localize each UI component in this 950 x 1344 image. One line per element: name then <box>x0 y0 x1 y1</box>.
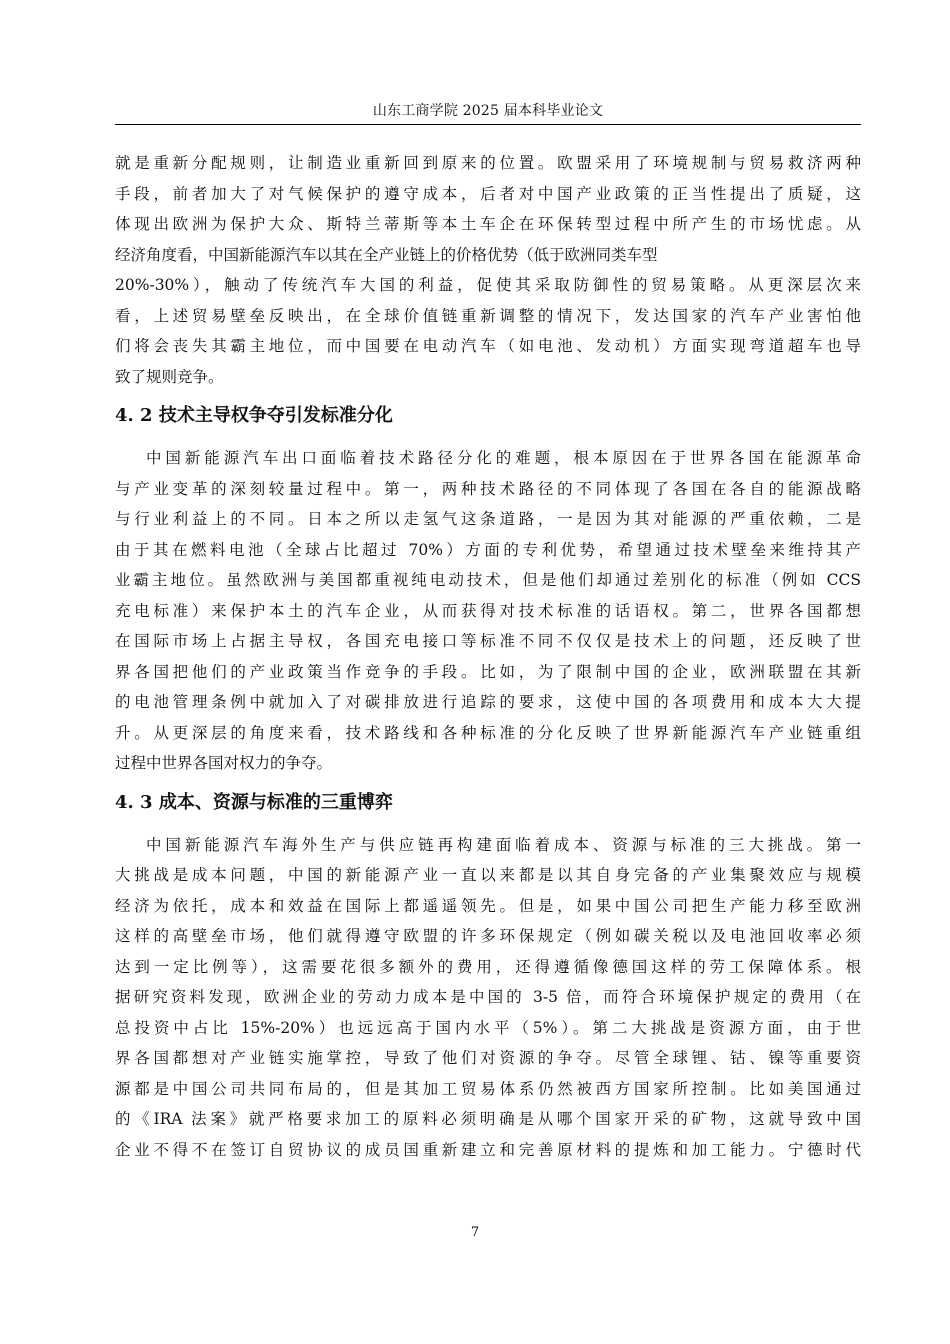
text-line: 看，上述贸易壁垒反映出，在全球价值链重新调整的情况下，发达国家的汽车产业害怕他 <box>115 306 861 325</box>
body-content <box>115 148 861 1165</box>
text-line: 在国际市场上占据主导权，各国充电接口等标准不同不仅仅是技术上的问题，还反映了世 <box>115 632 861 650</box>
text-line: 总投资中占比 15%-20%）也远远高于国内水平（5%）。第二大挑战是资源方面，由于世 <box>115 1018 861 1037</box>
text-line: 达到一定比例等），这需要花很多额外的费用，还得遵循像德国这样的劳工保障体系。根 <box>115 957 861 976</box>
paragraph-technology-standards <box>115 443 861 779</box>
text-line: 与行业利益上的不同。日本之所以走氢气这条道路，一是因为其对能源的严重依赖，二是 <box>115 510 861 528</box>
running-header: 山东工商学院 2025 届本科毕业论文 <box>372 103 604 119</box>
text-line: 20%-30%），触动了传统汽车大国的利益，促使其采取防御性的贸易策略。从更深层次来 <box>115 276 861 294</box>
text-line: 中国新能源汽车海外生产与供应链再构建面临着成本、资源与标准的三大挑战。第一 <box>146 835 861 854</box>
text-line: 大挑战是成本问题，中国的新能源产业一直以来都是以其自身完备的产业集聚效应与规模 <box>115 866 861 884</box>
text-line: 这样的高壁垒市场，他们就得遵守欧盟的许多环保规定（例如碳关税以及电池回收率必须 <box>115 927 861 945</box>
text-line: 经济为依托，成本和效益在国际上都遥遥领先。但是，如果中国公司把生产能力移至欧洲 <box>115 896 861 915</box>
paragraph-cost-resource-standard <box>115 830 861 1166</box>
text-line: 的电池管理条例中就加入了对碳排放进行追踪的要求，这使中国的各项费用和成本大大提 <box>115 693 861 711</box>
text-line: 源都是中国公司共同布局的，但是其加工贸易体系仍然被西方国家所控制。比如美国通过 <box>115 1079 861 1098</box>
paragraph-trade-rules <box>115 148 861 392</box>
text-line: 充电标准）来保护本土的汽车企业，从而获得对技术标准的话语权。第二，世界各国都想 <box>115 601 861 620</box>
text-line: 业霸主地位。虽然欧洲与美国都重视纯电动技术，但是他们却通过差别化的标准（例如 CCS <box>115 571 861 589</box>
text-line: 就是重新分配规则，让制造业重新回到原来的位置。欧盟采用了环境规制与贸易救济两种 <box>115 154 861 172</box>
text-line: 们将会丧失其霸主地位，而中国要在电动汽车（如电池、发动机）方面实现弯道超车也导 <box>115 337 861 355</box>
text-line: 升。从更深层的角度来看，技术路线和各种标准的分化反映了世界新能源汽车产业链重组 <box>115 723 861 742</box>
text-line: 致了规则竞争。 <box>115 367 224 386</box>
section-heading-4-2: 4. 2 技术主导权争夺引发标准分化 <box>115 405 393 426</box>
text-line: 界各国把他们的产业政策当作竞争的手段。比如，为了限制中国的企业，欧洲联盟在其新 <box>115 662 861 681</box>
text-line: 界各国都想对产业链实施掌控，导致了他们对资源的争夺。尽管全球锂、钴、镍等重要资 <box>115 1049 861 1067</box>
header-rule <box>115 124 861 125</box>
text-line: 与产业变革的深刻较量过程中。第一，两种技术路径的不同体现了各国在各自的能源战略 <box>115 479 861 498</box>
text-line: 体现出欧洲为保护大众、斯特兰蒂斯等本土车企在环保转型过程中所产生的市场忧虑。从 <box>115 215 861 233</box>
text-line: 由于其在燃料电池（全球占比超过 70%）方面的专利优势，希望通过技术壁垒来维持其产 <box>115 540 861 559</box>
page-number: 7 <box>470 1225 480 1240</box>
text-line: 经济角度看，中国新能源汽车以其在全产业链上的价格优势（低于欧洲同类车型 <box>115 245 658 264</box>
text-line: 过程中世界各国对权力的争夺。 <box>115 754 333 772</box>
text-line: 中国新能源汽车出口面临着技术路径分化的难题，根本原因在于世界各国在能源革命 <box>146 449 861 467</box>
text-line: 企业不得不在签订自贸协议的成员国重新建立和完善原材料的提炼和加工能力。宁德时代 <box>115 1140 861 1159</box>
text-line: 手段，前者加大了对气候保护的遵守成本，后者对中国产业政策的正当性提出了质疑，这 <box>115 184 861 203</box>
section-heading-4-3: 4. 3 成本、资源与标准的三重博弈 <box>115 791 393 813</box>
text-line: 的《IRA 法案》就严格要求加工的原料必须明确是从哪个国家开采的矿物，这就导致中国 <box>115 1110 861 1128</box>
text-line: 据研究资料发现，欧洲企业的劳动力成本是中国的 3-5 倍，而符合环境保护规定的费用（在 <box>115 988 861 1006</box>
